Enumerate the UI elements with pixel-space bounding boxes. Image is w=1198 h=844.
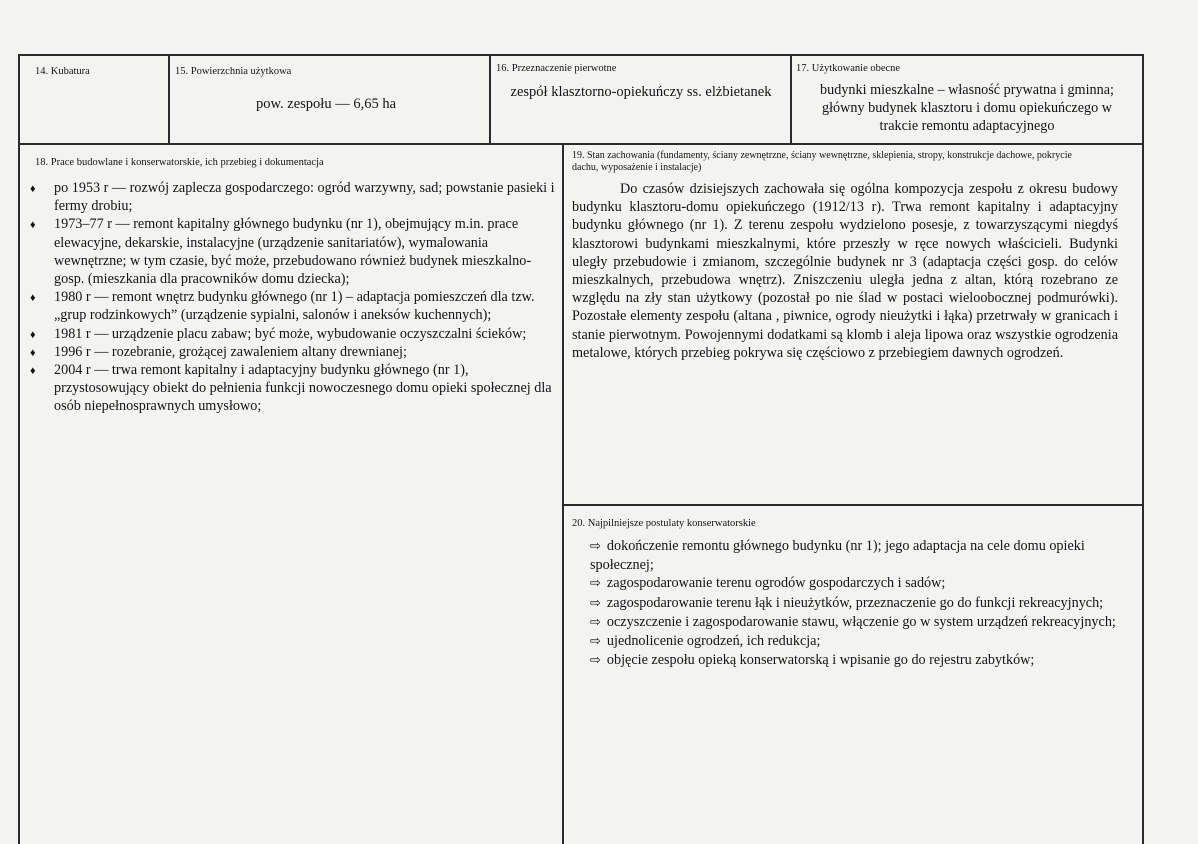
arrow-right-icon: ⇨ bbox=[590, 653, 601, 669]
list-item: ⇨ objęcie zespołu opieką konserwatorską i wpisanie go do rejestru zabytków; bbox=[590, 652, 1035, 669]
arrow-right-icon: ⇨ bbox=[590, 634, 601, 650]
diamond-bullet-icon: ♦ bbox=[30, 292, 36, 305]
list-item: ♦ 1980 r — remont wnętrz budynku głównego (nr 1) – adaptacja pomieszczeń dla tzw. „grup rodzinkowych” (urządzenie sypialni, salonów i aneksów kuchennych); bbox=[30, 289, 535, 324]
list-item: ♦ 1996 r — rozebranie, grożącej zawaleniem altany drewnianej; bbox=[30, 343, 560, 361]
field-14-label: 14. Kubatura bbox=[35, 66, 90, 77]
mid-rule bbox=[18, 143, 1143, 145]
postulates-list bbox=[590, 537, 1120, 670]
right-border bbox=[1142, 54, 1144, 844]
works-list bbox=[30, 179, 560, 416]
list-item: ⇨ dokończenie remontu głównego budynku (nr 1); jego adaptacja na cele domu opieki społecznej; bbox=[590, 538, 1085, 574]
diamond-bullet-icon: ♦ bbox=[30, 219, 36, 232]
field-17-line: budynki mieszkalne – własność prywatna i gminna; bbox=[820, 82, 1114, 98]
field-17-label: 17. Użytkowanie obecne bbox=[796, 63, 901, 74]
diamond-bullet-icon: ♦ bbox=[30, 365, 36, 378]
lower-right-rule bbox=[563, 504, 1143, 506]
divider-14-15 bbox=[168, 54, 170, 145]
diamond-bullet-icon: ♦ bbox=[30, 346, 36, 359]
arrow-right-icon: ⇨ bbox=[590, 539, 601, 554]
list-item: ♦ 1973–77 r — remont kapitalny głównego budynku (nr 1), obejmujący m.in. prace elewacyjne, dekarskie, instalacyjne (urządzenie sanitariatów), wymalowania wewnętrzne; w tym czasie, być może, przebudowano również budynek mieszkalno-gosp. (mieszkania dla pracowników domu dziecka); bbox=[30, 216, 532, 288]
condition-label-line: 19. Stan zachowania (fundamenty, ściany zewnętrzne, ściany wewnętrzne, sklepienia, stropy, konstrukcje dachowe, pokrycie bbox=[572, 150, 1072, 161]
list-item: ⇨ zagospodarowanie terenu ogrodów gospodarczych i sadów; bbox=[590, 575, 946, 592]
field-15-label: 15. Powierzchnia użytkowa bbox=[175, 66, 292, 77]
field-16-label: 16. Przeznaczenie pierwotne bbox=[496, 63, 617, 74]
top-rule bbox=[18, 54, 1143, 56]
left-border bbox=[18, 54, 20, 844]
arrow-right-icon: ⇨ bbox=[590, 614, 601, 630]
postulates-label: 20. Najpilniejsze postulaty konserwatorskie bbox=[572, 518, 756, 529]
field-15-value: pow. zespołu — 6,65 ha bbox=[256, 96, 397, 112]
list-item: ♦ 1981 r — urządzenie placu zabaw; być może, wybudowanie oczyszczalni ścieków; bbox=[30, 325, 560, 343]
arrow-right-icon: ⇨ bbox=[590, 576, 601, 592]
list-item: ⇨ zagospodarowanie terenu łąk i nieużytków, przeznaczenie go do funkcji rekreacyjnych; bbox=[590, 594, 1104, 611]
divider-18-19 bbox=[562, 143, 564, 844]
field-17-line: trakcie remontu adaptacyjnego bbox=[879, 118, 1055, 134]
list-item: ⇨ ujednolicenie ogrodzeń, ich redukcja; bbox=[590, 633, 821, 650]
divider-16-17 bbox=[790, 54, 792, 145]
field-17-line: główny budynek klasztoru i domu opiekuńczego w bbox=[822, 100, 1112, 116]
condition-label-line: dachu, wyposażenie i instalacje) bbox=[572, 162, 702, 173]
list-item: ♦ po 1953 r — rozwój zaplecza gospodarczego: ogród warzywny, sad; powstanie pasieki i fermy drobiu; bbox=[30, 180, 555, 215]
condition-label bbox=[572, 150, 1137, 174]
arrow-right-icon: ⇨ bbox=[590, 595, 601, 611]
divider-15-16 bbox=[489, 54, 491, 145]
field-16-value: zespół klasztorno-opiekuńczy ss. elżbietanek bbox=[510, 84, 772, 100]
field-17-value bbox=[794, 81, 1140, 135]
diamond-bullet-icon: ♦ bbox=[30, 328, 36, 341]
condition-text: Do czasów dzisiejszych zachowała się ogólna kompozycja zespołu z okresu budowy budynku klasztoru-domu opiekuńczego (1912/13 r). Trwa remont kapitalny i adaptacyjny budynku głównego (nr 1). Z terenu zespołu wydzielono posesje, z towarzyszącymi niegdyś klasztorowi budynkami mieszkalnymi, które przeszły w ręce nowych właścicieli. Budynki uległy przebudowie i zmianom, szczególnie budynek nr 3 (adaptacja części gosp. do celów mieszkalnych, przebudowa wnętrz). Zniszczeniu uległa jedna z altan, którą rozebrano ze względu na zły stan użytkowy (pozostał po nie ślad w postaci wieloobocznej podmurówki). Pozostałe elementy zespołu (altana , piwnice, ogrody nieużytki i łąka) przetrwały w granicach i stanie pierwotnym. Powojennymi dodatkami są klomb i aleja lipowa oraz wszystkie ogrodzenia metalowe, których przebieg pokrywa się częściowo z przebiegiem dawnych ogrodzeń. bbox=[572, 181, 1118, 361]
works-label: 18. Prace budowlane i konserwatorskie, ich przebieg i dokumentacja bbox=[35, 157, 324, 168]
list-item: ⇨ oczyszczenie i zagospodarowanie stawu, włączenie go w system urządzeń rekreacyjnych; bbox=[590, 613, 1116, 630]
list-item: ♦ 2004 r — trwa remont kapitalny i adaptacyjny budynku głównego (nr 1), przystosowujący obiekt do pełnienia funkcji nowoczesnego domu opieki społecznej dla osób niepełnosprawnych umysłowo; bbox=[30, 362, 552, 415]
diamond-bullet-icon: ♦ bbox=[30, 183, 36, 195]
